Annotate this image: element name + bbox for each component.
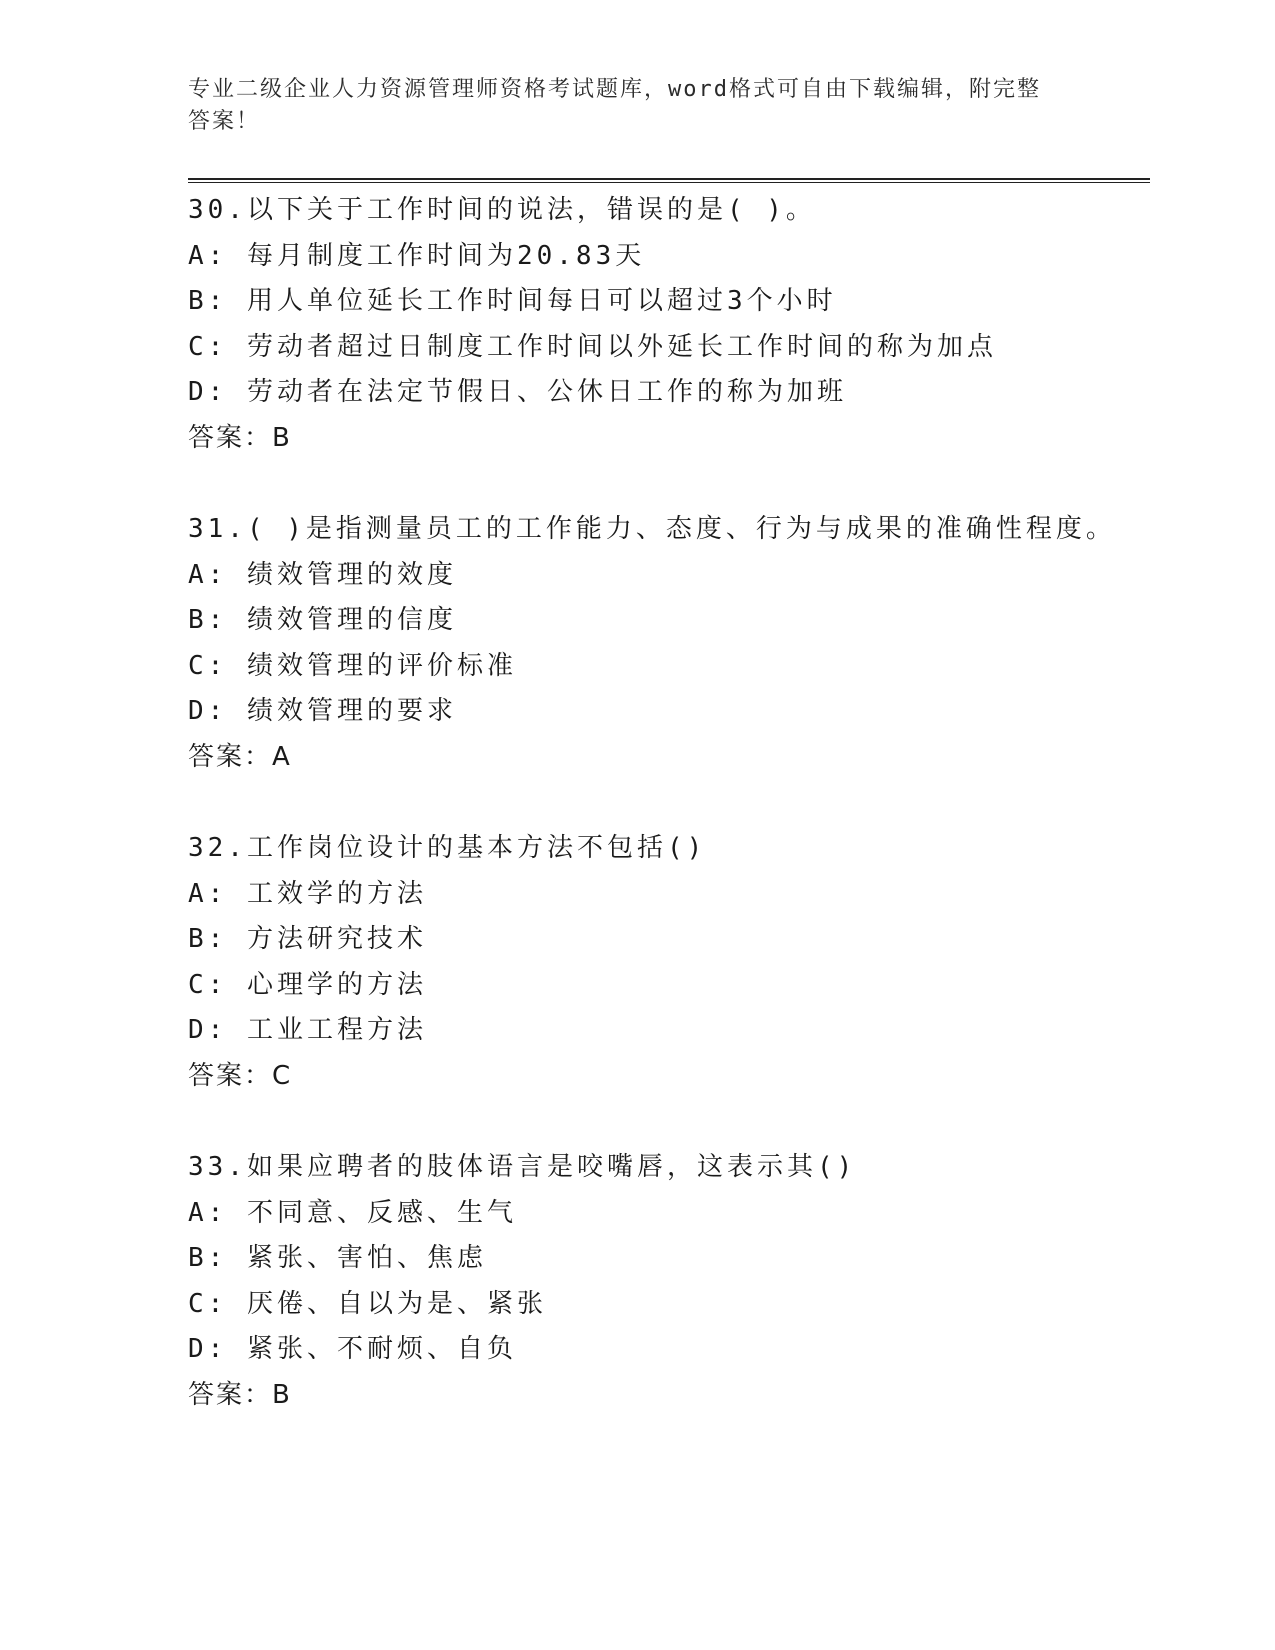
question-31 xyxy=(188,507,1148,780)
question-stem: 30.以下关于工作时间的说法，错误的是( )。 xyxy=(188,195,816,225)
option-d: D: 工业工程方法 xyxy=(188,1015,427,1045)
option-d: D: 绩效管理的要求 xyxy=(188,696,457,726)
option-c: C: 劳动者超过日制度工作时间以外延长工作时间的称为加点 xyxy=(188,331,997,362)
question-list xyxy=(188,188,1148,1464)
option-a: A: 不同意、反感、生气 xyxy=(188,1197,517,1228)
option-a: A: 每月制度工作时间为20.83天 xyxy=(188,240,646,271)
answer-line: 答案：C xyxy=(188,1060,293,1091)
header-divider xyxy=(188,178,1150,183)
answer-line: 答案：B xyxy=(188,422,292,453)
question-stem: 33.如果应聘者的肢体语言是咬嘴唇，这表示其() xyxy=(188,1152,857,1182)
question-stem: 32.工作岗位设计的基本方法不包括() xyxy=(188,833,707,863)
answer-line: 答案：A xyxy=(188,741,292,772)
option-a: A: 工效学的方法 xyxy=(188,878,427,909)
option-c: C: 心理学的方法 xyxy=(188,969,427,1000)
header-line-2: 答案！ xyxy=(188,109,261,134)
option-a: A: 绩效管理的效度 xyxy=(188,559,457,590)
option-c: C: 厌倦、自以为是、紧张 xyxy=(188,1288,547,1319)
answer-line: 答案：B xyxy=(188,1379,292,1410)
option-b: B: 紧张、害怕、焦虑 xyxy=(188,1243,487,1273)
question-30 xyxy=(188,188,1148,461)
option-b: B: 方法研究技术 xyxy=(188,924,427,954)
option-b: B: 用人单位延长工作时间每日可以超过3个小时 xyxy=(188,286,837,316)
option-d: D: 紧张、不耐烦、自负 xyxy=(188,1334,517,1364)
option-d: D: 劳动者在法定节假日、公休日工作的称为加班 xyxy=(188,377,847,407)
option-c: C: 绩效管理的评价标准 xyxy=(188,650,517,681)
header-line-1: 专业二级企业人力资源管理师资格考试题库，word格式可自由下载编辑，附完整 xyxy=(188,77,1041,102)
document-header xyxy=(188,74,1068,138)
question-stem: 31.( )是指测量员工的工作能力、态度、行为与成果的准确性程度。 xyxy=(188,514,1116,544)
option-b: B: 绩效管理的信度 xyxy=(188,605,457,635)
question-32 xyxy=(188,826,1148,1099)
question-33 xyxy=(188,1145,1148,1418)
